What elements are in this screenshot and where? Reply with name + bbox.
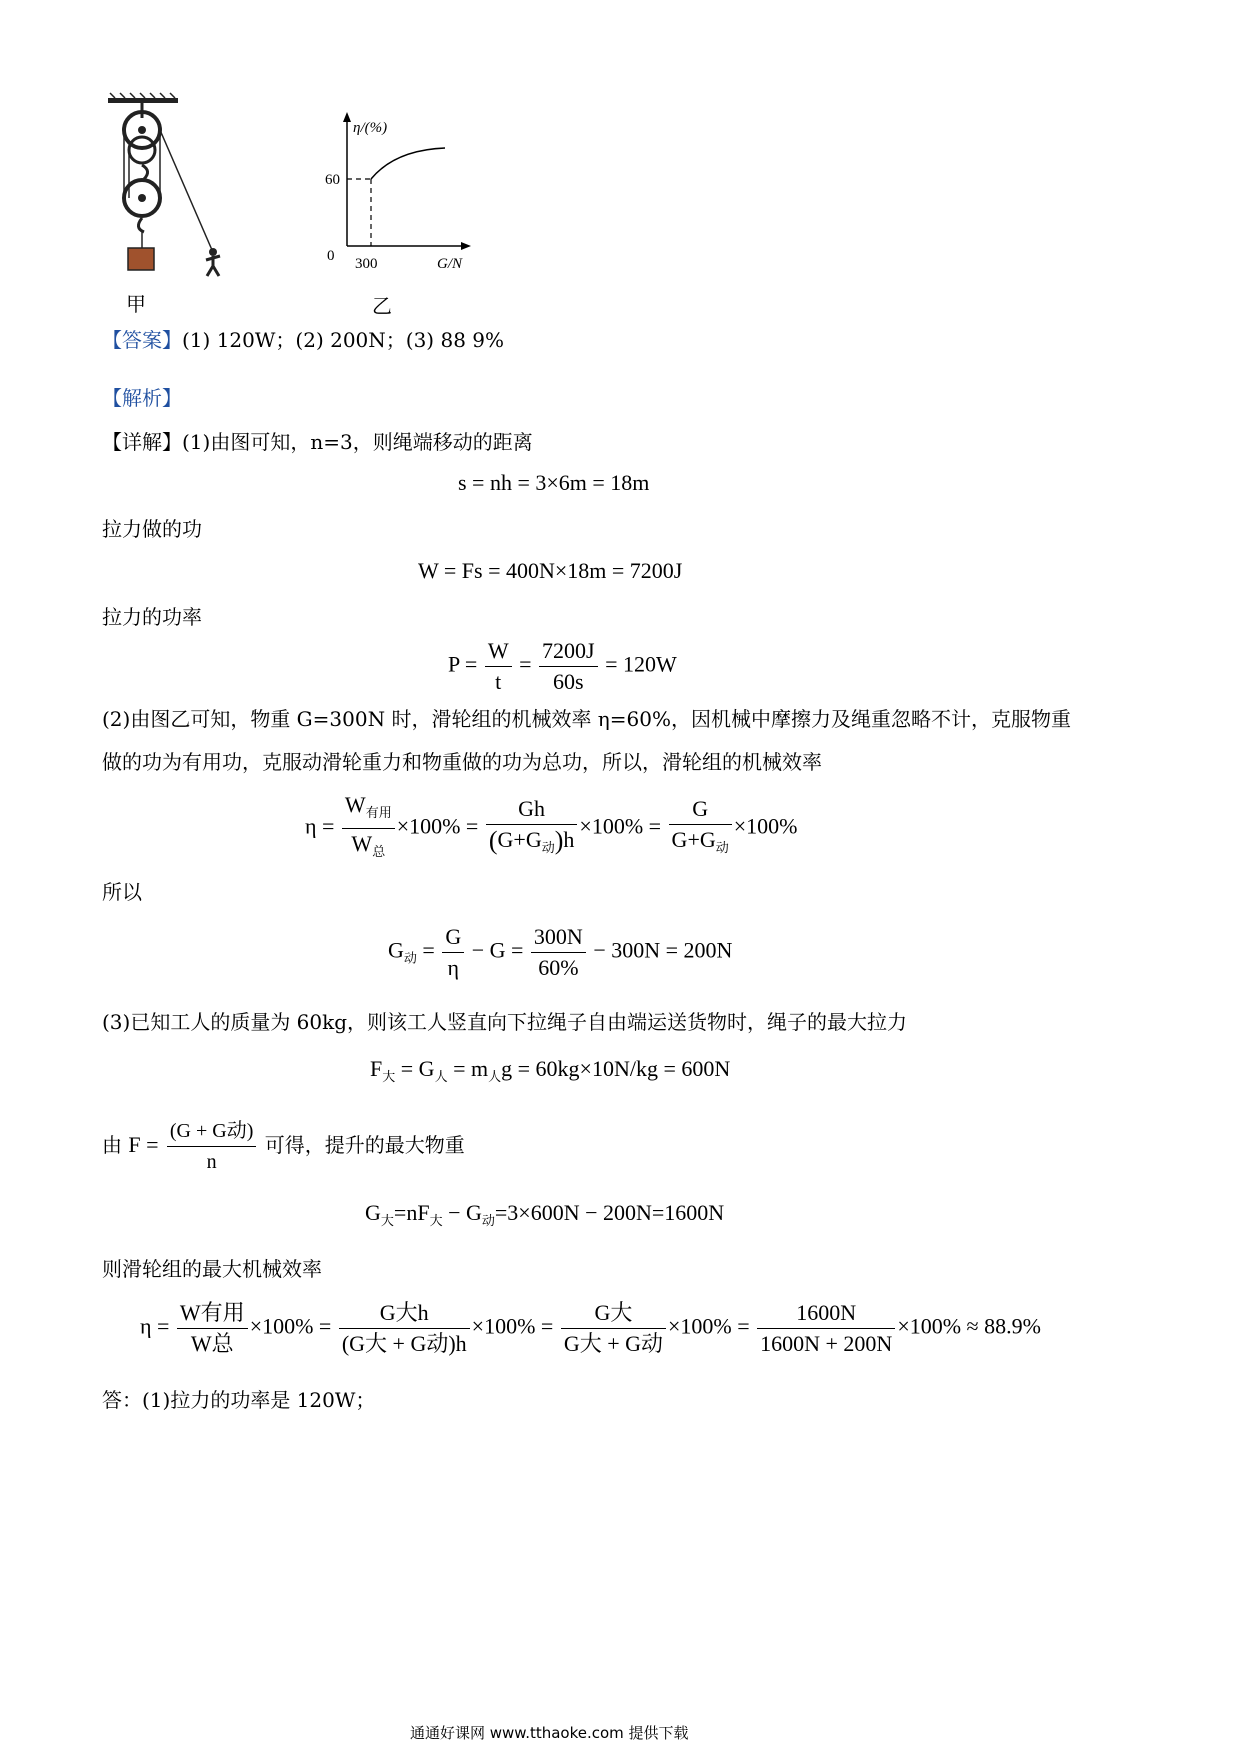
eq5-eq: = bbox=[422, 937, 435, 963]
p7-frac bbox=[167, 1116, 257, 1177]
p7-den: n bbox=[206, 1151, 217, 1173]
y-axis-label: η/(%) bbox=[353, 120, 388, 136]
equation-efficiency bbox=[305, 790, 798, 867]
eq7-sub-da: 大 bbox=[380, 1213, 394, 1228]
eq5-f2-num: 300N bbox=[531, 922, 586, 953]
eq3-f1-den: t bbox=[495, 669, 502, 694]
equation-max-efficiency bbox=[140, 1298, 1041, 1359]
eq3-f2-den: 60s bbox=[553, 669, 584, 694]
eq4-frac-2 bbox=[486, 794, 578, 863]
eq8-f4-num: 1600N bbox=[757, 1298, 895, 1329]
text-work-label: 拉力做的功 bbox=[102, 517, 202, 541]
eq4-f2-num: Gh bbox=[486, 794, 578, 825]
eq5-frac-2 bbox=[531, 922, 586, 983]
eq7-G: G bbox=[365, 1200, 381, 1225]
y-tick-60: 60 bbox=[325, 172, 340, 188]
eq8-frac-4 bbox=[757, 1298, 895, 1359]
analysis-tag: 【解析】 bbox=[102, 386, 182, 410]
eq8-f2-den: (G大 + G动)h bbox=[341, 1331, 467, 1356]
p7-post: 可得，提升的最大物重 bbox=[264, 1133, 465, 1157]
eq4-f3-sub: 动 bbox=[715, 840, 729, 855]
eq8-frac-2 bbox=[339, 1298, 470, 1359]
eq7-a: =nF bbox=[393, 1200, 430, 1225]
eq8-t2: ×100% = bbox=[471, 1313, 554, 1339]
eq4-eta: η = bbox=[305, 813, 335, 839]
eq6-sub-da: 大 bbox=[382, 1069, 396, 1084]
eq4-t1: ×100% = bbox=[396, 813, 479, 839]
text-power-label: 拉力的功率 bbox=[102, 605, 202, 629]
eq3-lhs: P = bbox=[448, 651, 478, 677]
eq8-f2-num: G大h bbox=[339, 1298, 470, 1329]
eq8-frac-3 bbox=[561, 1298, 666, 1359]
detail-line-1 bbox=[102, 428, 533, 456]
eq4-f3-plus: + bbox=[687, 827, 700, 852]
eq8-f4-den: 1600N + 200N bbox=[760, 1331, 893, 1356]
eq4-f3-num: G bbox=[669, 794, 732, 825]
efficiency-graph bbox=[315, 110, 485, 280]
eq8-f1-num: W有用 bbox=[177, 1298, 248, 1329]
answer-line bbox=[102, 326, 504, 354]
equation-max-load bbox=[365, 1200, 724, 1229]
eq6-sub-ren2: 人 bbox=[488, 1069, 502, 1084]
pulley-diagram bbox=[100, 90, 260, 290]
eq6-sub-ren: 人 bbox=[434, 1069, 448, 1084]
eq4-f2-h: h bbox=[563, 827, 575, 852]
eq7-c: =3×600N − 200N=1600N bbox=[494, 1200, 725, 1225]
eq8-t4: ×100% ≈ 88.9% bbox=[897, 1313, 1041, 1339]
eq4-f1-den bbox=[342, 829, 395, 867]
equation-max-force bbox=[370, 1056, 730, 1085]
eq3-frac-2 bbox=[539, 636, 598, 697]
equation-power: P = $\frac{W}{t}$ = $\frac{7200J}{60s}$ = 120W bbox=[448, 636, 677, 697]
eq7-sub-da2: 大 bbox=[429, 1213, 443, 1228]
eq3-f2-num: 7200J bbox=[539, 636, 598, 667]
eq5-f2-den: 60% bbox=[538, 955, 579, 980]
eq4-frac-1 bbox=[342, 790, 395, 867]
eq4-t3: ×100% bbox=[733, 813, 798, 839]
eq8-t3: ×100% = bbox=[668, 1313, 750, 1339]
eq6-rest: g = 60kg×10N/kg = 600N bbox=[501, 1056, 731, 1081]
eq8-frac-1 bbox=[177, 1298, 248, 1359]
eq4-f2-den: $(G+G_动)h$ bbox=[488, 826, 575, 855]
answer-text: (1) 120W；(2) 200N；(3) 88 9% bbox=[182, 328, 505, 352]
eq3-f1-num: W bbox=[485, 636, 512, 667]
equation-work: W = Fs = 400N×18m = 7200J bbox=[418, 558, 683, 583]
x-tick-300: 300 bbox=[355, 256, 378, 272]
eq5-mid: − G = bbox=[471, 937, 524, 963]
eq4-f3-Gd: G bbox=[699, 827, 716, 852]
eq4-f2-G: G bbox=[497, 827, 514, 852]
eq7-b: − G bbox=[442, 1200, 482, 1225]
detail-p7 bbox=[102, 1116, 465, 1177]
eq5-f1-den: η bbox=[447, 955, 460, 980]
eq8-eta: η = bbox=[140, 1313, 170, 1339]
eq3-frac-1 bbox=[485, 636, 512, 697]
x-axis-label: G/N bbox=[437, 256, 463, 272]
detail-p8: 则滑轮组的最大机械效率 bbox=[102, 1257, 322, 1281]
eq8-f1-den: W总 bbox=[190, 1331, 234, 1356]
eq8-f3-num: G大 bbox=[561, 1298, 666, 1329]
eq4-sub-useful: 有用 bbox=[365, 805, 392, 820]
detail-tag: 【详解】 bbox=[102, 430, 182, 454]
eq5-G: G bbox=[388, 937, 404, 963]
answer-tag: 【答案】 bbox=[102, 328, 182, 352]
p7-num: (G + G动) bbox=[167, 1116, 257, 1147]
eq4-f2-plus: + bbox=[513, 827, 526, 852]
p7-F: F = bbox=[128, 1132, 159, 1157]
eq4-W2: W bbox=[351, 831, 373, 856]
eq5-f1-num: G bbox=[442, 922, 464, 953]
eq4-sub-total: 总 bbox=[372, 844, 386, 859]
eq6-F: F bbox=[370, 1056, 383, 1081]
eq4-f2-Gd: G bbox=[525, 827, 542, 852]
eq3-rhs: = 120W bbox=[605, 651, 677, 677]
eq4-frac-3 bbox=[669, 794, 732, 863]
eq5-sub: 动 bbox=[403, 950, 417, 966]
equation-pulley-weight bbox=[388, 922, 732, 983]
eq4-f3-den bbox=[669, 825, 732, 863]
origin-label: 0 bbox=[327, 248, 335, 264]
eq6-b: = m bbox=[447, 1056, 489, 1081]
eq4-f3-G: G bbox=[671, 827, 688, 852]
figure-label-yi: 乙 bbox=[372, 294, 392, 318]
eq4-t2: ×100% = bbox=[579, 813, 662, 839]
eq6-a: = G bbox=[395, 1056, 435, 1081]
eq4-f1-num bbox=[342, 790, 395, 829]
eq8-f3-den: G大 + G动 bbox=[563, 1331, 663, 1356]
p7-pre: 由 bbox=[102, 1133, 122, 1157]
detail-p6: (3)已知工人的质量为 60kg，则该工人竖直向下拉绳子自由端运送货物时，绳子的最大拉力 bbox=[102, 1010, 908, 1034]
eq4-W1: W bbox=[344, 792, 366, 817]
figure-label-jia: 甲 bbox=[126, 292, 146, 316]
eq5-rhs: − 300N = 200N bbox=[593, 937, 733, 963]
detail-p1: (1)由图可知，n=3，则绳端移动的距离 bbox=[182, 430, 533, 454]
eq4-f2-sub: 动 bbox=[541, 840, 555, 855]
equation-distance: s = nh = 3×6m = 18m bbox=[458, 470, 650, 495]
detail-p9: 答：(1)拉力的功率是 120W； bbox=[102, 1388, 376, 1412]
text-therefore: 所以 bbox=[102, 880, 142, 904]
detail-p4a: (2)由图乙可知，物重 G=300N 时，滑轮组的机械效率 η=60%，因机械中摩擦力及绳重忽略不计，克服物重 bbox=[102, 707, 1072, 731]
detail-p4b: 做的功为有用功，克服动滑轮重力和物重做的功为总功，所以，滑轮组的机械效率 bbox=[102, 750, 822, 774]
footer-source: 通通好课网 www.tthaoke.com 提供下载 bbox=[410, 1724, 689, 1742]
eq5-frac-1 bbox=[442, 922, 464, 983]
eq8-t1: ×100% = bbox=[249, 1313, 332, 1339]
eq7-sub-dong: 动 bbox=[481, 1213, 495, 1228]
